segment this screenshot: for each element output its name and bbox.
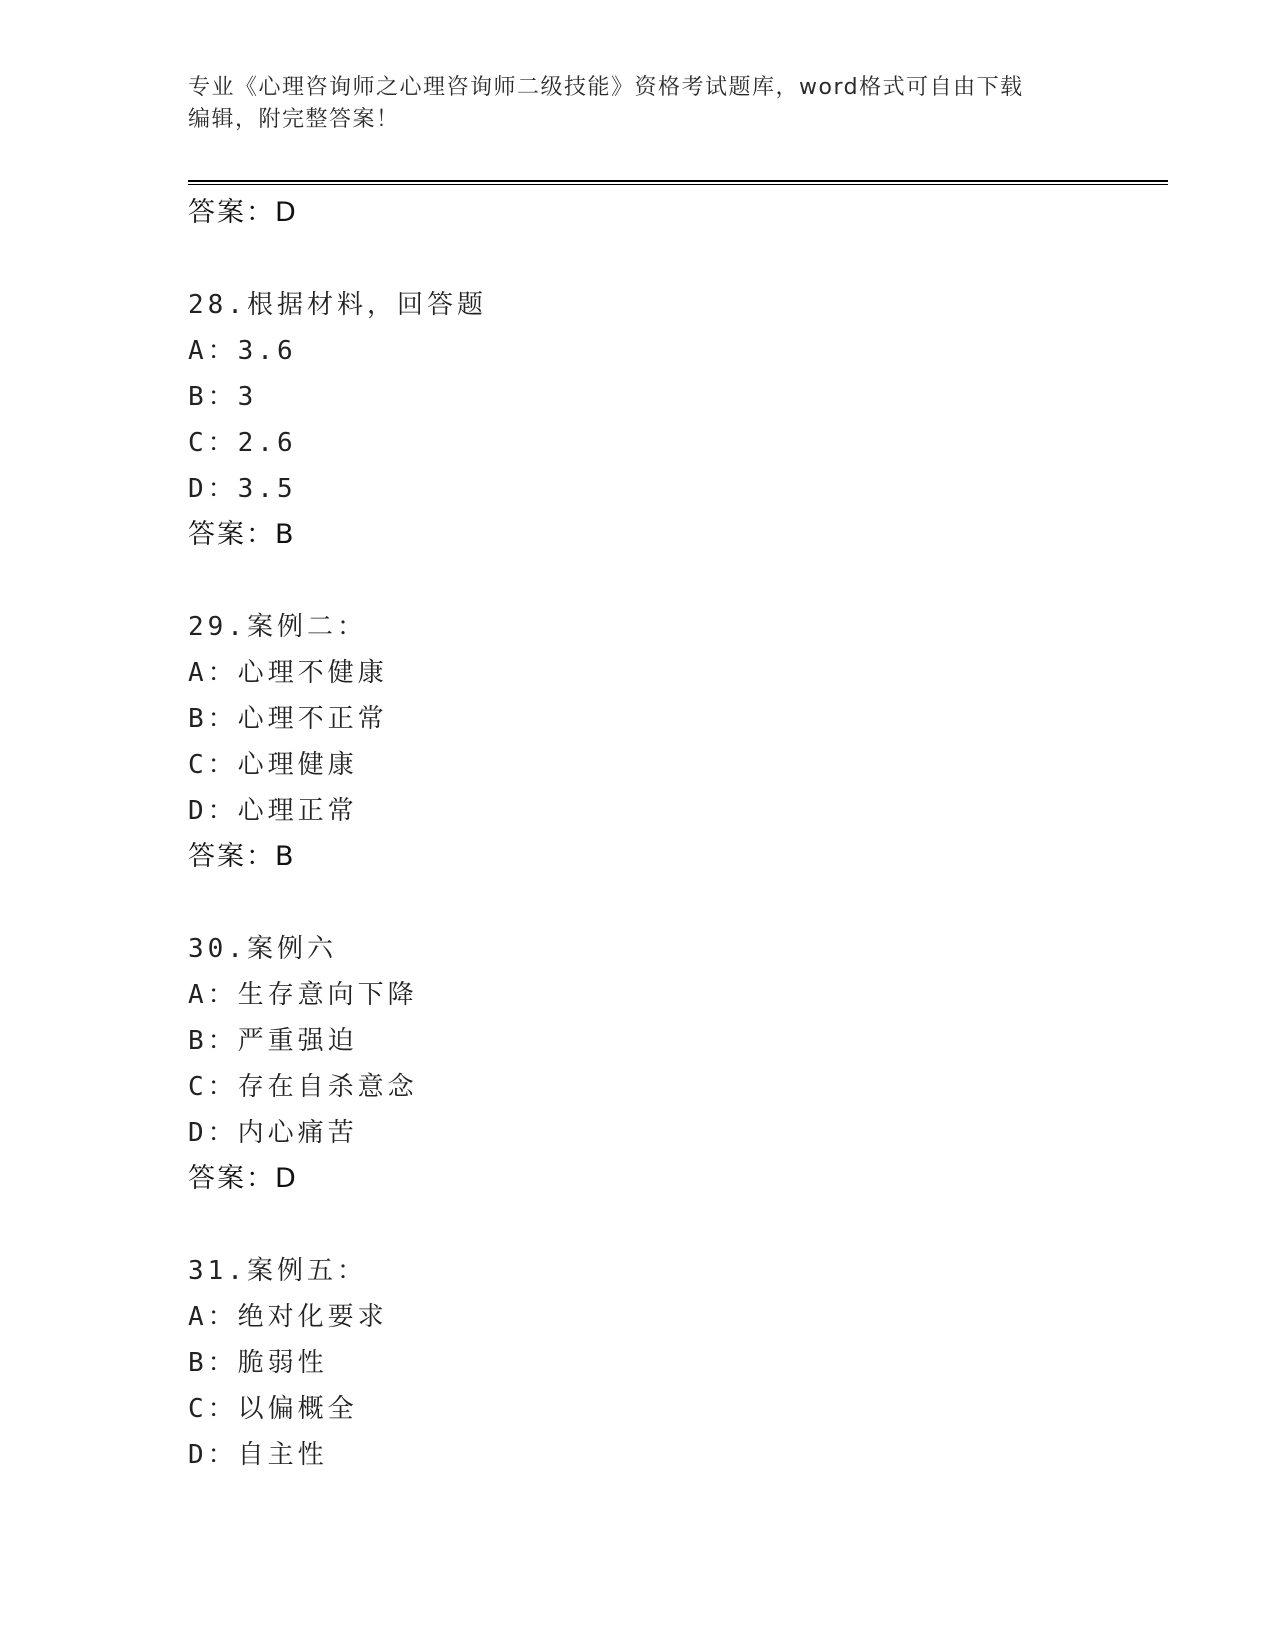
document-header <box>188 72 1068 136</box>
question-block <box>188 926 1168 1202</box>
option-a: A：3.6 <box>188 336 297 366</box>
option-c: C：以偏概全 <box>188 1394 358 1424</box>
answer-line: 答案：B <box>188 519 296 550</box>
question-stem: 28.根据材料，回答题 <box>188 290 487 320</box>
option-a: A：心理不健康 <box>188 658 388 688</box>
answer-line: 答案：D <box>188 1163 298 1194</box>
option-d: D：自主性 <box>188 1440 328 1470</box>
option-b: B：严重强迫 <box>188 1026 358 1056</box>
answer-line: 答案：D <box>188 197 298 228</box>
option-c: C：2.6 <box>188 428 297 458</box>
header-divider <box>188 180 1168 185</box>
spacer <box>188 558 1168 604</box>
question-stem: 29.案例二： <box>188 612 367 642</box>
header-line-1: 专业《心理咨询师之心理咨询师二级技能》资格考试题库，word格式可自由下载 <box>188 75 1024 100</box>
option-d: D：心理正常 <box>188 796 358 826</box>
question-stem: 30.案例六 <box>188 934 337 964</box>
question-stem: 31.案例五： <box>188 1256 367 1286</box>
question-block <box>188 282 1168 558</box>
option-c: C：心理健康 <box>188 750 358 780</box>
question-block <box>188 604 1168 880</box>
option-a: A：生存意向下降 <box>188 980 418 1010</box>
spacer <box>188 236 1168 282</box>
option-d: D：内心痛苦 <box>188 1118 358 1148</box>
option-d: D：3.5 <box>188 474 297 504</box>
option-b: B：3 <box>188 382 258 412</box>
option-a: A：绝对化要求 <box>188 1302 388 1332</box>
option-b: B：心理不正常 <box>188 704 388 734</box>
answer-line: 答案：B <box>188 841 296 872</box>
question-list <box>188 190 1168 1478</box>
header-line-2: 编辑，附完整答案！ <box>188 107 400 132</box>
option-c: C：存在自杀意念 <box>188 1072 418 1102</box>
spacer <box>188 880 1168 926</box>
spacer <box>188 1202 1168 1248</box>
option-b: B：脆弱性 <box>188 1348 328 1378</box>
question-block <box>188 1248 1168 1478</box>
